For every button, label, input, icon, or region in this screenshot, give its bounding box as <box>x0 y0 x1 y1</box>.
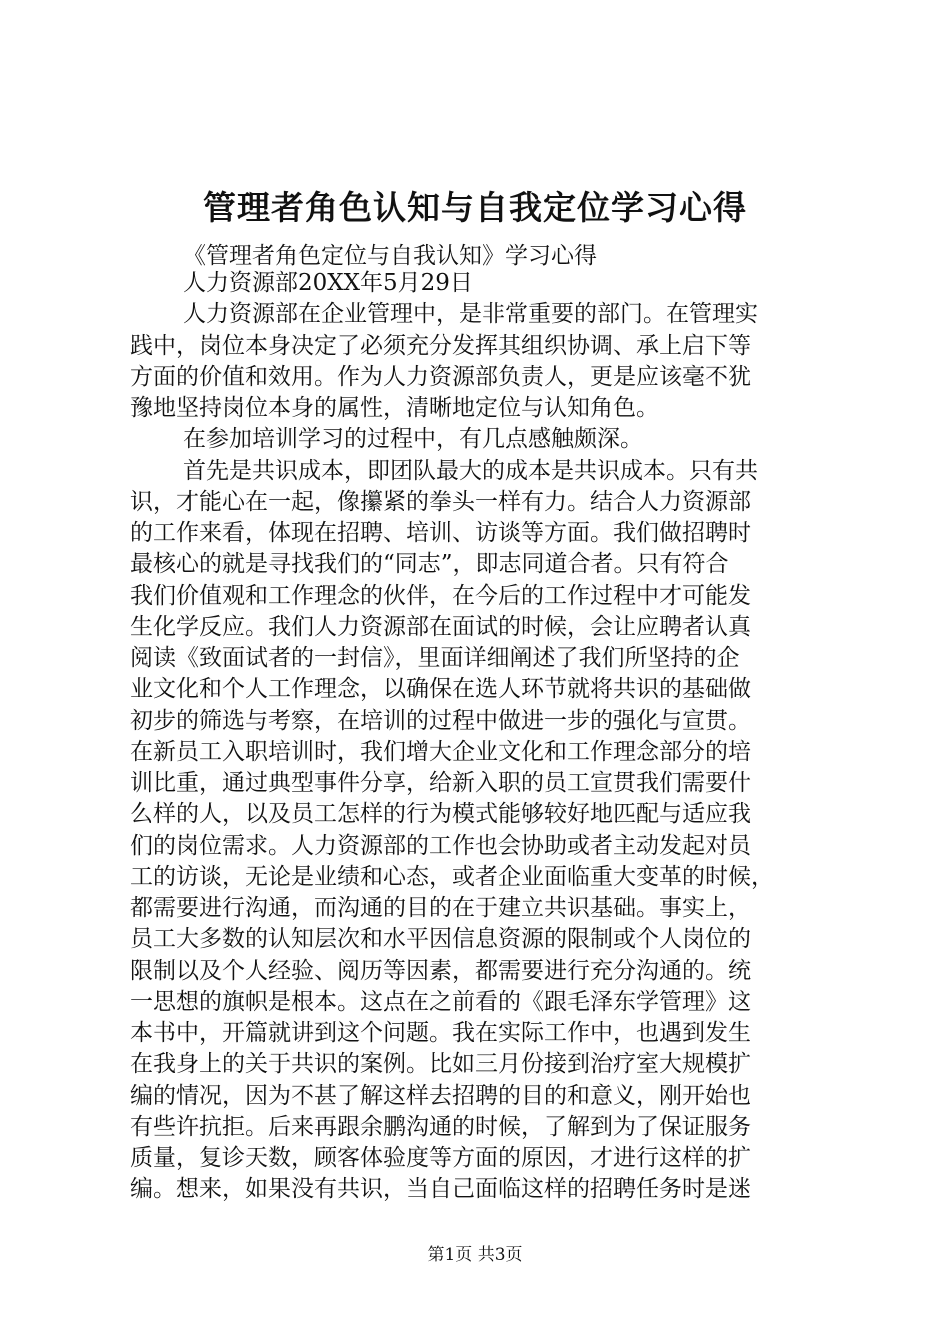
body-line: 初步的筛选与考察，在培训的过程中做进一步的强化与宣贯。 <box>130 708 751 734</box>
body-line: 践中，岗位本身决定了必须充分发挥其组织协调、承上启下等 <box>130 333 751 359</box>
body-line: 都需要进行沟通，而沟通的目的在于建立共识基础。事实上， <box>130 895 751 921</box>
body-line: 编的情况，因为不甚了解这样去招聘的目的和意义，刚开始也 <box>130 1083 751 1109</box>
body-line: 一思想的旗帜是根本。这点在之前看的《跟毛泽东学管理》这 <box>130 989 751 1015</box>
body-line: 质量，复诊天数，顾客体验度等方面的原因，才进行这样的扩 <box>130 1145 751 1171</box>
body-line: 在新员工入职培训时，我们增大企业文化和工作理念部分的培 <box>130 739 751 765</box>
body-line: 最核心的就是寻找我们的“同志”，即志同道合者。只有符合 <box>130 551 729 577</box>
body-line: 们的岗位需求。人力资源部的工作也会协助或者主动发起对员 <box>130 833 751 859</box>
body-line: 生化学反应。我们人力资源部在面试的时候，会让应聘者认真 <box>130 614 751 640</box>
body-line: 方面的价值和效用。作为人力资源部负责人，更是应该毫不犹 <box>130 364 751 390</box>
body-line: 在我身上的关于共识的案例。比如三月份接到治疗室大规模扩 <box>130 1051 751 1077</box>
body-line: 训比重，通过典型事件分享，给新入职的员工宣贯我们需要什 <box>130 770 751 796</box>
body-line: 豫地坚持岗位本身的属性，清晰地定位与认知角色。 <box>130 395 659 421</box>
body-line: 识，才能心在一起，像攥紧的拳头一样有力。结合人力资源部 <box>130 489 751 515</box>
body-line: 在参加培训学习的过程中，有几点感触颇深。 <box>183 426 643 452</box>
document-title: 管理者角色认知与自我定位学习心得 <box>203 188 747 227</box>
body-line: 有些许抗拒。后来再跟余鹏沟通的时候，了解到为了保证服务 <box>130 1114 751 1140</box>
page-number-footer: 第1页 共3页 <box>427 1245 523 1265</box>
body-line: 首先是共识成本，即团队最大的成本是共识成本。只有共 <box>183 458 758 484</box>
date-line: 人力资源部20XX年5月29日 <box>183 270 473 296</box>
body-line: 么样的人，以及员工怎样的行为模式能够较好地匹配与适应我 <box>130 801 751 827</box>
body-line: 阅读《致面试者的一封信》，里面详细阐述了我们所坚持的企 <box>130 645 740 671</box>
body-line: 业文化和个人工作理念，以确保在选人环节就将共识的基础做 <box>130 676 751 702</box>
body-line: 我们价值观和工作理念的伙伴，在今后的工作过程中才可能发 <box>130 583 751 609</box>
body-line: 员工大多数的认知层次和水平因信息资源的限制或个人岗位的 <box>130 926 751 952</box>
body-line: 编。想来，如果没有共识，当自己面临这样的招聘任务时是迷 <box>130 1176 751 1202</box>
body-line: 工的访谈，无论是业绩和心态，或者企业面临重大变革的时候， <box>130 864 774 890</box>
body-line: 的工作来看，体现在招聘、培训、访谈等方面。我们做招聘时 <box>130 520 751 546</box>
body-line: 本书中，开篇就讲到这个问题。我在实际工作中，也遇到发生 <box>130 1020 751 1046</box>
body-line: 人力资源部在企业管理中，是非常重要的部门。在管理实 <box>183 301 758 327</box>
subtitle-line: 《管理者角色定位与自我认知》学习心得 <box>183 243 597 269</box>
body-line: 限制以及个人经验、阅历等因素，都需要进行充分沟通的。统 <box>130 958 751 984</box>
